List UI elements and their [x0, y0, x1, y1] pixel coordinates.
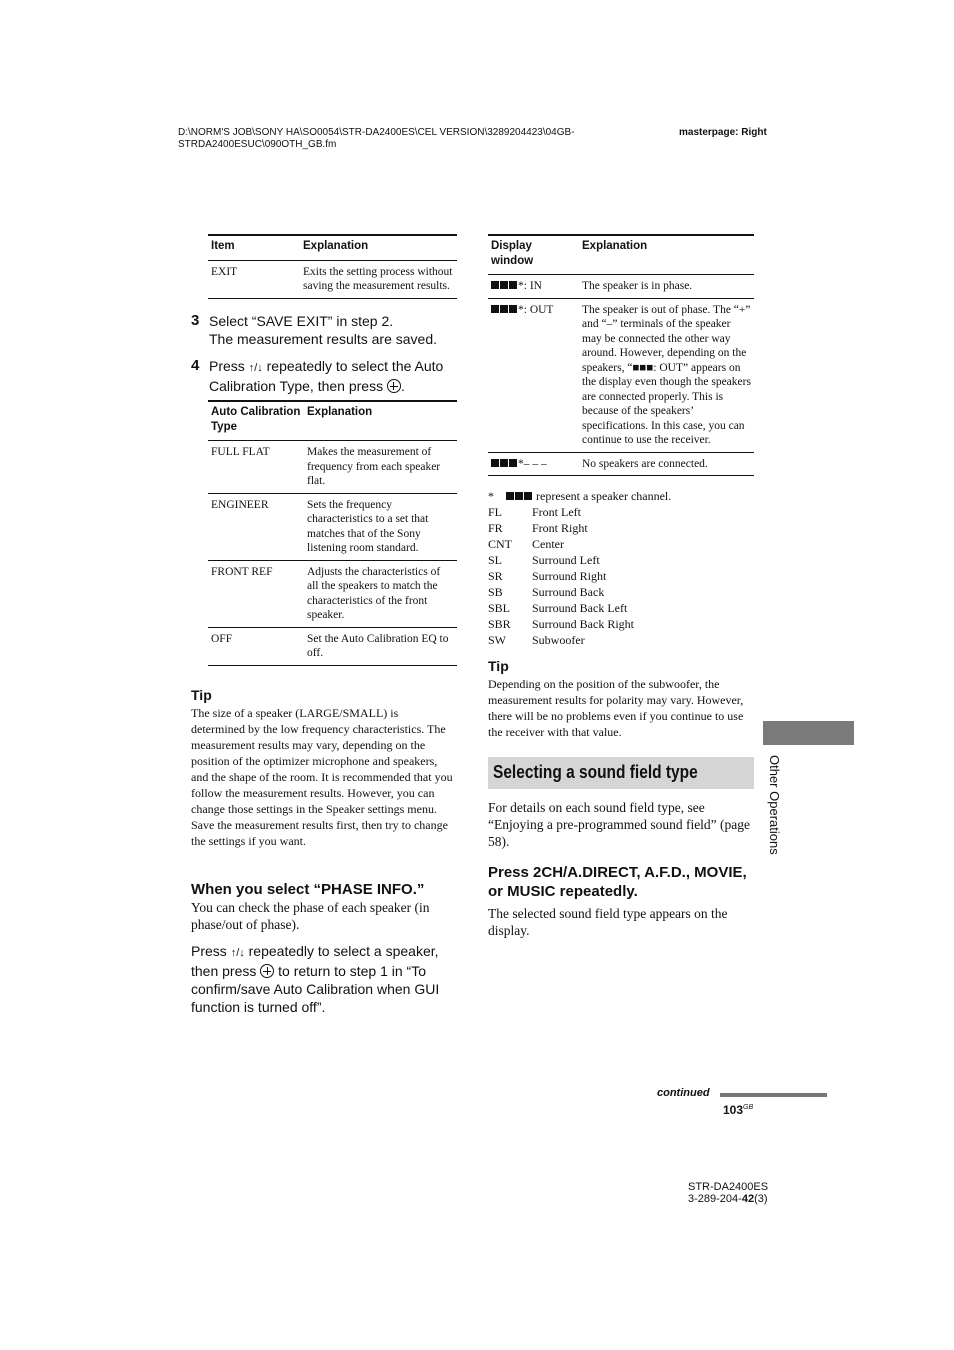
channel-square-icon [500, 281, 508, 289]
model-code: STR-DA2400ES 3-289-204-42(3) [688, 1181, 769, 1205]
table-cell: ENGINEER [208, 493, 304, 560]
table-header: Explanation [304, 401, 457, 441]
enter-button-icon [387, 379, 401, 393]
step-text: The measurement results are saved. [209, 331, 437, 347]
list-item: SBL Surround Back Left [488, 601, 628, 615]
side-tab-label: Other Operations [767, 755, 782, 855]
up-down-arrow-icon: ↑/↓ [248, 362, 263, 374]
step-4 [191, 357, 461, 395]
up-down-arrow-icon: ↑/↓ [230, 947, 245, 959]
enter-button-icon [260, 964, 274, 978]
table-cell: Adjusts the characteristics of all the speakers to match the characteristics of the front speaker. [304, 560, 457, 627]
step-number: 4 [191, 357, 200, 374]
channel-square-icon [506, 492, 514, 500]
table-cell: Set the Auto Calibration EQ to off. [304, 627, 457, 665]
channel-square-icon [524, 492, 532, 500]
list-item: CNT Center [488, 537, 564, 551]
phase-info-text: You can check the phase of each speaker (in phase/out of phase). [191, 900, 430, 932]
list-item: FR Front Right [488, 521, 588, 535]
list-item: SB Surround Back [488, 585, 605, 599]
press-heading: Press 2CH/A.DIRECT, A.F.D., MOVIE, or MUSIC repeatedly. [488, 864, 747, 900]
step-number: 3 [191, 312, 200, 329]
table-row [208, 627, 457, 665]
phase-info-heading: When you select “PHASE INFO.” [191, 881, 425, 898]
table-cell: The speaker is out of phase. The “+” and “–” terminals of the speaker may be connected the other way around. However, depending on the speakers, “■■■: OUT” appears on the display even though the speakers are connected properly. This is because of the speakers’ specifications. In this case, you can continue to use the receiver. [579, 298, 754, 452]
tip-heading: Tip [191, 687, 212, 703]
table-cell: FRONT REF [208, 560, 304, 627]
legend-note: * represent a speaker channel. [488, 489, 672, 503]
continued-rule [720, 1093, 827, 1097]
table-cell: Sets the frequency characteristics to a set that matches that of the Sony listening room standard. [304, 493, 457, 560]
table-cell: *: IN [488, 275, 579, 299]
table-cell: No speakers are connected. [579, 452, 754, 476]
table-row [208, 493, 457, 560]
section-intro: For details on each sound field type, see “Enjoying a pre-programmed sound field” (page 58). [488, 800, 751, 849]
table-header: Display window [488, 235, 579, 275]
step-text: Select “SAVE EXIT” in step 2. [209, 313, 394, 329]
tip-heading: Tip [488, 658, 509, 674]
auto-calibration-table [208, 400, 457, 666]
table-header: Item [208, 235, 300, 260]
channel-square-icon [515, 492, 523, 500]
list-item: SW Subwoofer [488, 633, 585, 647]
table-cell: Makes the measurement of frequency from each speaker flat. [304, 441, 457, 494]
channel-square-icon [509, 459, 517, 467]
table-cell: FULL FLAT [208, 441, 304, 494]
table-header: Auto Calibration Type [208, 401, 304, 441]
channel-legend [488, 488, 754, 648]
display-window-table [488, 234, 754, 476]
table-header: Explanation [579, 235, 754, 275]
table-row [208, 560, 457, 627]
step-3 [191, 312, 461, 348]
tip-text: The size of a speaker (LARGE/SMALL) is determined by the low frequency characteristics. The measurement results may vary, depending on the position of the optimizer microphone and speakers, and the shape of the room. It is recommended that you follow the measurement results. However, you can change those settings in the Speaker settings menu. Save the measurement results first, then try to change the settings if you want. [191, 706, 453, 848]
channel-square-icon [509, 305, 517, 313]
channel-square-icon [491, 305, 499, 313]
section-tab-marker [763, 721, 854, 745]
list-item: SBR Surround Back Right [488, 617, 634, 631]
tip-text: Depending on the position of the subwoofer, the measurement results for polarity may vary. However, there will be no problems even if you continue to use the receiver with that value. [488, 677, 744, 739]
item-table [208, 234, 457, 299]
page-number: $103^{GB}$ [723, 1103, 754, 1117]
step-text: Press ↑/↓ repeatedly to select the Auto Calibration Type, then press . [209, 358, 444, 394]
section-title-bar [488, 757, 754, 789]
table-row [488, 275, 754, 299]
list-item: SL Surround Left [488, 553, 600, 567]
section-title: Selecting a sound field type [493, 762, 698, 782]
channel-square-icon [491, 281, 499, 289]
list-item: SR Surround Right [488, 569, 607, 583]
table-cell: EXIT [208, 260, 300, 298]
continued-label: continued [657, 1087, 710, 1099]
table-cell: *: OUT [488, 298, 579, 452]
table-cell: *– – – [488, 452, 579, 476]
channel-square-icon [491, 459, 499, 467]
table-row [488, 298, 754, 452]
channel-square-icon [509, 281, 517, 289]
press-text: The selected sound field type appears on the display. [488, 906, 728, 938]
table-cell: The speaker is in phase. [579, 275, 754, 299]
phase-info-instruction: Press ↑/↓ repeatedly to select a speaker, then press to return to step 1 in “To confirm/save Auto Calibration when GUI function is turned off”. [191, 943, 440, 1015]
table-cell: Exits the setting process without saving the measurement results. [300, 260, 457, 298]
table-row [208, 260, 457, 298]
channel-square-icon [500, 305, 508, 313]
table-row [208, 441, 457, 494]
list-item: FL Front Left [488, 505, 581, 519]
channel-square-icon [500, 459, 508, 467]
table-cell: OFF [208, 627, 304, 665]
table-header: Explanation [300, 235, 457, 260]
file-path-header: D:\NORM'S JOB\SONY HA\SO0054\STR-DA2400ES\CEL VERSION\3289204423\04GB-STRDA2400ESUC\090OTH_GB.fm [178, 127, 575, 150]
masterpage-label: masterpage: Right [679, 127, 767, 138]
table-row [488, 452, 754, 476]
